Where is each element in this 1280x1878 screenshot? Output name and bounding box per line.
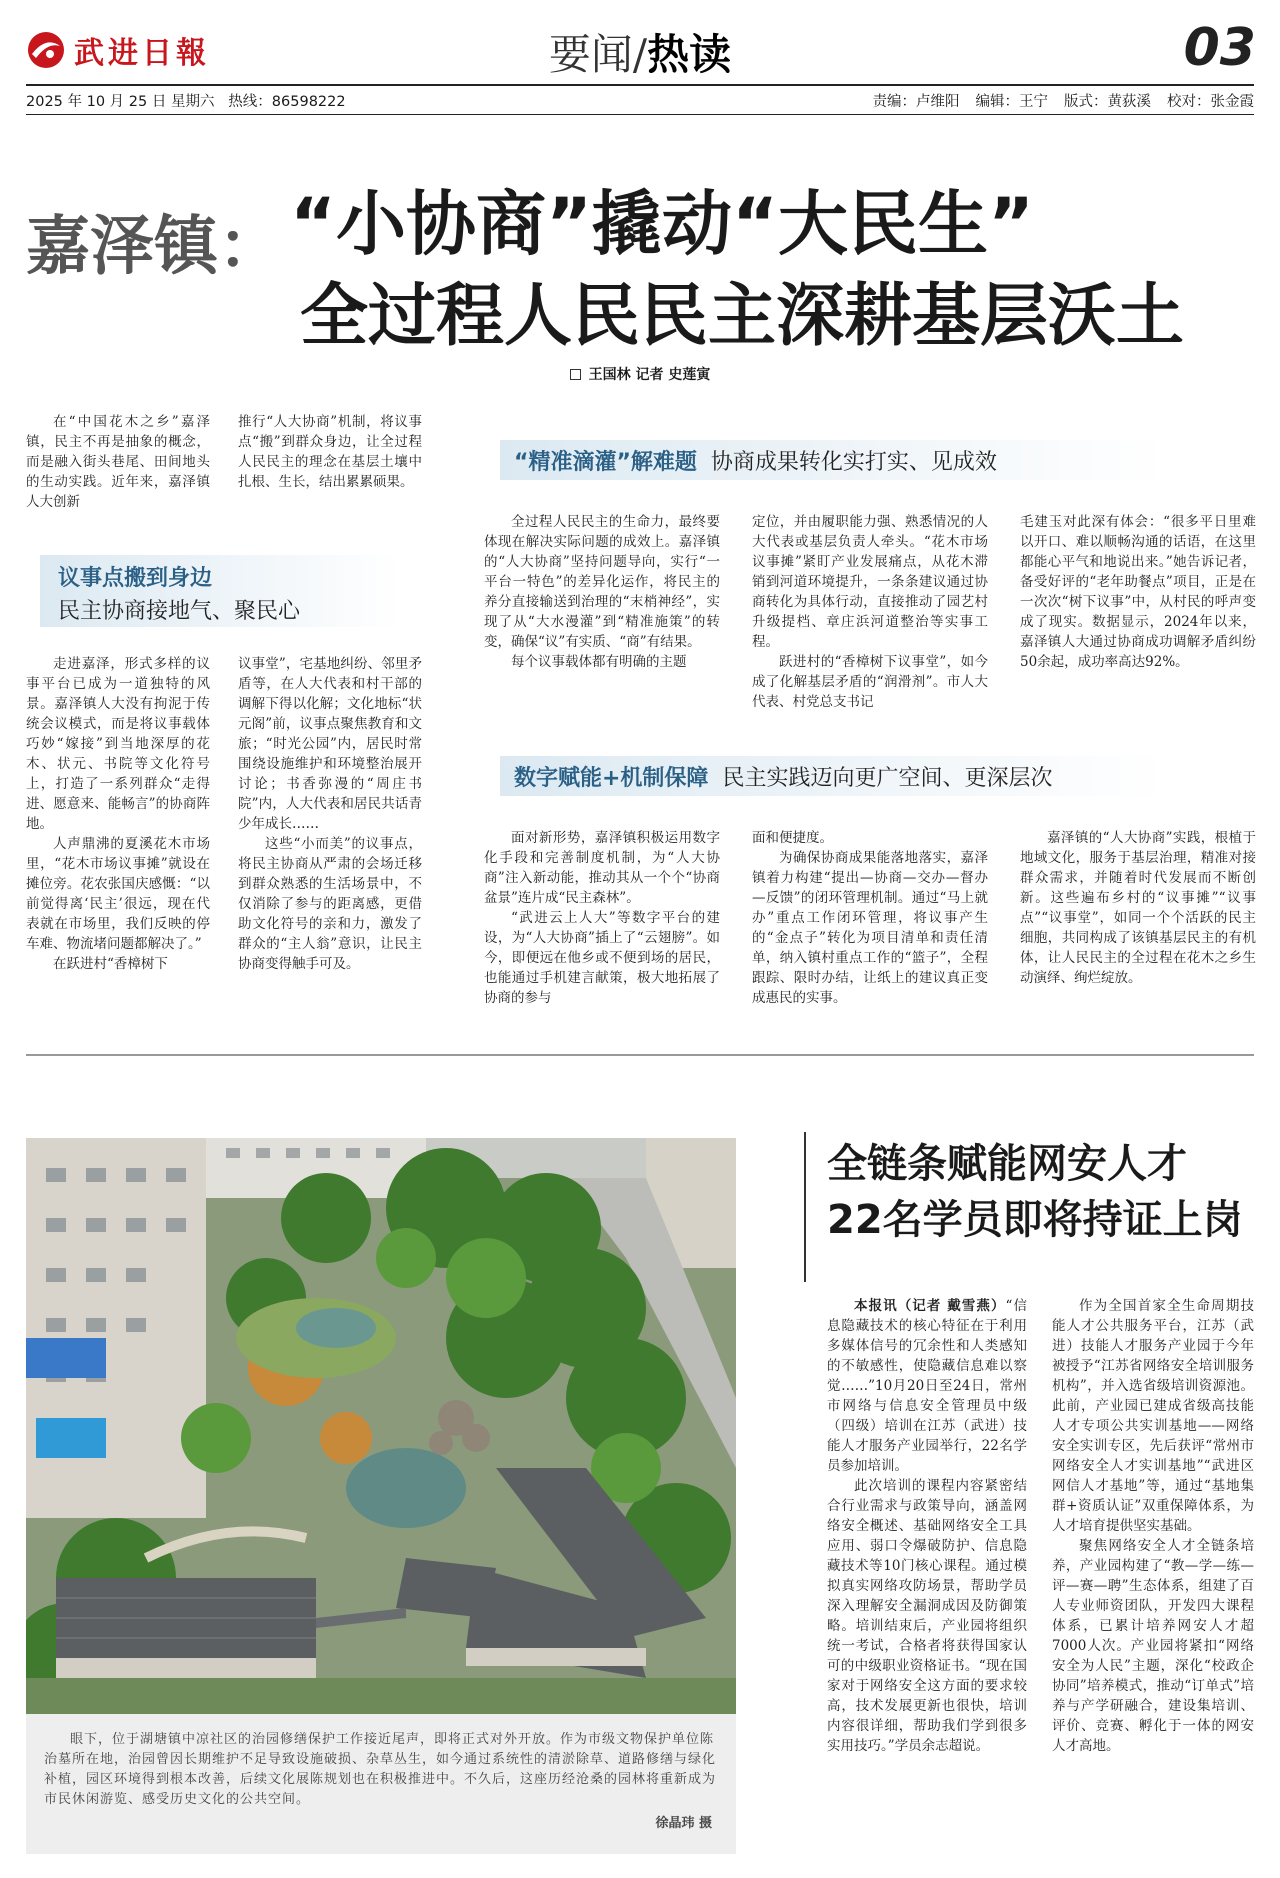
section-2-column-3 (1020, 512, 1256, 712)
section-3-subhead (500, 756, 1240, 796)
section-3-paragraph-4: 为确保协商成果能落地落实，嘉泽镇着力构建“提出—协商—交办—督办—反馈”的闭环管理机制。通过“马上就办”重点工作闭环管理，将议事产生的“金点子”转化为项目清单和责任清单，纳入镇村重点工作的“篮子”，全程跟踪、限时办结，让纸上的建议真正变成惠民的实事。 (752, 850, 988, 1006)
byline (0, 364, 1280, 384)
right-article-lead: 本报讯（记者 戴雪燕） (854, 1298, 1006, 1314)
right-article-title-line-2: 22名学员即将持证上岗 (827, 1197, 1243, 1243)
section-2-subhead-primary: “精准滴灌”解难题 (514, 449, 697, 475)
section-2-subhead-secondary: 协商成果转化实打实、见成效 (710, 449, 997, 475)
credit-proofreader: 校对：张金霞 (1167, 94, 1254, 110)
hotline: 热线：86598222 (228, 94, 346, 110)
right-article-paragraph-3: 作为全国首家全生命周期技能人才公共服务平台，江苏（武进）技能人才服务产业园于今年被授予“江苏省网络安全培训服务机构”，并入选省级培训资源池。此前，产业园已建成省级高技能人才专项公共实训基地——网络安全实训专区，先后获评“常州市网络安全人才实训基地”“武进区网信人才基地”等，通过“基地集群+资质认证”双重保障体系，为人才培育提供坚实基础。 (1052, 1298, 1254, 1534)
section-3-paragraph-1: 面对新形势，嘉泽镇积极运用数字化手段和完善制度机制，为“人大协商”注入新动能，推动其从一个个“协商盆景”连片成“民主森林”。 (484, 830, 720, 906)
section-3-column-2 (752, 828, 988, 1028)
section-3-paragraph-5: 嘉泽镇的“人大协商”实践，根植于地域文化，服务于基层治理，精准对接群众需求，并随着时代发展而不断创新。这些遍布乡村的“议事摊”“议事点”“议事堂”，如同一个个活跃的民主细胞，共同构成了该镇基层民主的有机体，让人民民主的全过程在花木之乡生动演绎、绚烂绽放。 (1020, 830, 1256, 986)
staff-credits (857, 90, 1255, 112)
section-2-paragraph-3: 定位，并由履职能力强、熟悉情况的人大代表或基层负责人牵头。“花木市场议事摊”紧盯产业发展痛点，从花木滞销到河道环境提升，一条条建议通过协商转化为具体行动，直接推动了园艺村升级提档、章庄浜河道整治等实事工程。 (752, 514, 988, 650)
section-2-subhead (500, 440, 1240, 480)
garden-aerial-photo (26, 1138, 736, 1714)
right-article-rule (804, 1132, 806, 1282)
photo-credit: 徐晶玮 摄 (655, 1816, 712, 1831)
section-3-column-1 (484, 828, 720, 1028)
section-1-paragraph-4: 议事堂”，宅基地纠纷、邻里矛盾等，在人大代表和村干部的调解下得以化解；文化地标“状元阁”前，议事点聚焦教育和文旅；“时光公园”内，居民时常围绕设施维护和环境整治展开讨论；书香弥漫的“周庄书院”内，人大代表和居民共话青少年成长…… (238, 656, 422, 832)
right-article-column-2 (1052, 1296, 1254, 1856)
photo-caption-text: 眼下，位于湖塘镇中凉社区的治园修缮保护工作接近尾声，即将正式对外开放。作为市级文物保护单位陈治墓所在地，治园曾因长期维护不足导致设施破损、杂草丛生，如今通过系统性的清淤除草、道路修缮与绿化补植，园区环境得到根本改善，后续文化展陈规划也在积极推进中。不久后，这座历经沧桑的园林将重新成为市民休闲游览、感受历史文化的公共空间。 (44, 1732, 717, 1807)
credit-layout: 版式：黄荻溪 (1064, 94, 1151, 110)
section-title-part-b: 热读 (647, 30, 732, 79)
intro-column-1 (26, 412, 210, 512)
info-row (26, 90, 1254, 112)
section-2-paragraph-2: 每个议事载体都有明确的主题 (511, 654, 687, 670)
intro-column-2 (238, 412, 422, 512)
credit-editor-in-charge: 责编：卢维阳 (872, 94, 960, 110)
section-1-paragraph-2: 人声鼎沸的夏溪花木市场里，“花木市场议事摊”就设在摊位旁。花农张国庆感慨：“以前觉得离‘民主’很远，现在代表就在市场里，我们反映的停车难、物流堵问题都解决了。” (26, 836, 210, 952)
photo-caption (44, 1730, 718, 1810)
section-1-paragraph-3: 在跃进村“香樟树下 (53, 956, 168, 972)
right-article-column-1 (827, 1296, 1027, 1856)
section-1-column-2 (238, 654, 422, 1028)
right-article-title (827, 1136, 1243, 1248)
masthead-rule (26, 84, 1254, 86)
section-1-subhead-primary: 议事点搬到身边 (58, 566, 213, 591)
page-number: 03 (1183, 18, 1256, 78)
section-1-subhead (40, 555, 420, 627)
date-hotline (26, 90, 346, 112)
section-2-column-2 (752, 512, 988, 712)
section-title-part-a: 要闻/ (548, 30, 648, 79)
info-rule (26, 114, 1254, 115)
headline-kicker: 嘉泽镇： (26, 210, 282, 284)
section-2-paragraph-4: 跃进村的“香樟树下议事堂”，如今成了化解基层矛盾的“润滑剂”。市人大代表、村党总支书记 (752, 654, 988, 710)
headline-line-2: 全过程人民民主深耕基层沃土 (300, 277, 1185, 356)
byline-text: 王国林 记者 史莲寅 (588, 367, 711, 383)
section-1-paragraph-1: 走进嘉泽，形式多样的议事平台已成为一道独特的风景。嘉泽镇人大没有拘泥于传统会议模式，而是将议事载体巧妙“嫁接”到当地深厚的花木、状元、书院等文化符号上，打造了一系列群众“走得进、愿意来、能畅言”的协商阵地。 (26, 656, 210, 832)
right-article-paragraph-1-text: “信息隐藏技术的核心特征在于利用多媒体信号的冗余性和人类感知的不敏感性，使隐藏信息难以察觉……”10月20日至24日，常州市网络与信息安全管理员中级（四级）培训在江苏（武进）技能人才服务产业园举行，22名学员参加培训。 (827, 1298, 1027, 1474)
issue-date: 2025 年 10 月 25 日 星期六 (26, 94, 215, 110)
section-title (0, 22, 1280, 82)
right-article-title-line-1: 全链条赋能网安人才 (827, 1141, 1187, 1187)
section-1-subhead-secondary: 民主协商接地气、聚民心 (58, 599, 301, 624)
section-divider (26, 1054, 1254, 1056)
section-2-paragraph-5: 毛建玉对此深有体会：“很多平日里难以开口、难以顺畅沟通的话语，在这里都能心平气和地说出来。”她告诉记者，备受好评的“老年助餐点”项目，正是在一次次“树下议事”中，从村民的呼声变成了现实。数据显示，2024年以来，嘉泽镇人大通过协商成功调解矛盾纠纷50余起，成功率高达92%。 (1020, 514, 1256, 670)
section-2-paragraph-1: 全过程人民民主的生命力，最终要体现在解决实际问题的成效上。嘉泽镇的“人大协商”坚持问题导向，实行“一平台一特色”的差异化运作，将民主的养分直接输送到治理的“末梢神经”，实现了从“大水漫灌”到“精准施策”的转变，确保“议”有实质、“商”有结果。 (484, 514, 720, 650)
section-3-subhead-secondary: 民主实践迈向更广空间、更深层次 (722, 765, 1053, 791)
intro-paragraph-1: 在“中国花木之乡”嘉泽镇，民主不再是抽象的概念，而是融入街头巷尾、田间地头的生动实践。近年来，嘉泽镇人大创新 (26, 414, 210, 510)
section-3-subhead-primary: 数字赋能+机制保障 (514, 765, 709, 791)
right-article-paragraph-2: 此次培训的课程内容紧密结合行业需求与政策导向，涵盖网络安全概述、基础网络安全工具应用、弱口令爆破防护、信息隐藏技术等10门核心课程。通过模拟真实网络攻防场景，帮助学员深入理解安全漏洞成因及防御策略。培训结束后，产业园将组织统一考试，合格者将获得国家认可的中级职业资格证书。“现在国家对于网络安全这方面的要求较高，技术发展更新也很快，培训内容很详细，帮助我们学到很多实用技巧。”学员余志超说。 (827, 1478, 1027, 1754)
byline-box-icon (570, 369, 581, 380)
section-1-paragraph-5: 这些“小而美”的议事点，将民主协商从严肃的会场迁移到群众熟悉的生活场景中，不仅消除了参与的距离感，更借助文化符号的亲和力，激发了群众的“主人翁”意识，让民主协商变得触手可及。 (238, 836, 422, 972)
section-1-column-1 (26, 654, 210, 1028)
section-3-paragraph-3: 面和便捷度。 (752, 830, 833, 846)
headline-line-1: “小协商”撬动“大民生” (290, 183, 1035, 265)
intro-paragraph-2: 推行“人大协商”机制，将议事点“搬”到群众身边，让全过程人民民主的理念在基层土壤中扎根、生长，结出累累硕果。 (238, 414, 422, 490)
credit-editor: 编辑：王宁 (975, 94, 1048, 110)
section-3-paragraph-2: “武进云上人大”等数字平台的建设，为“人大协商”插上了“云翅膀”。如今，即便远在他乡或不便到场的居民，也能通过手机建言献策，极大地拓展了协商的参与 (484, 910, 720, 1006)
section-2-column-1 (484, 512, 720, 712)
section-3-column-3 (1020, 828, 1256, 1028)
paper-name: 武进日報 (74, 36, 210, 71)
right-article-paragraph-4: 聚焦网络安全人才全链条培养，产业园构建了“教—学—练—评—赛—聘”生态体系，组建了百人专业师资团队，开发四大课程体系，已累计培养网安人才超7000人次。产业园将紧扣“网络安全为人民”主题，深化“校政企协同”培养模式，推动“订单式”培养与产学研融合，建设集培训、评价、竞赛、孵化于一体的网安人才高地。 (1052, 1538, 1254, 1754)
right-article-paragraph-1 (827, 1296, 1027, 1476)
